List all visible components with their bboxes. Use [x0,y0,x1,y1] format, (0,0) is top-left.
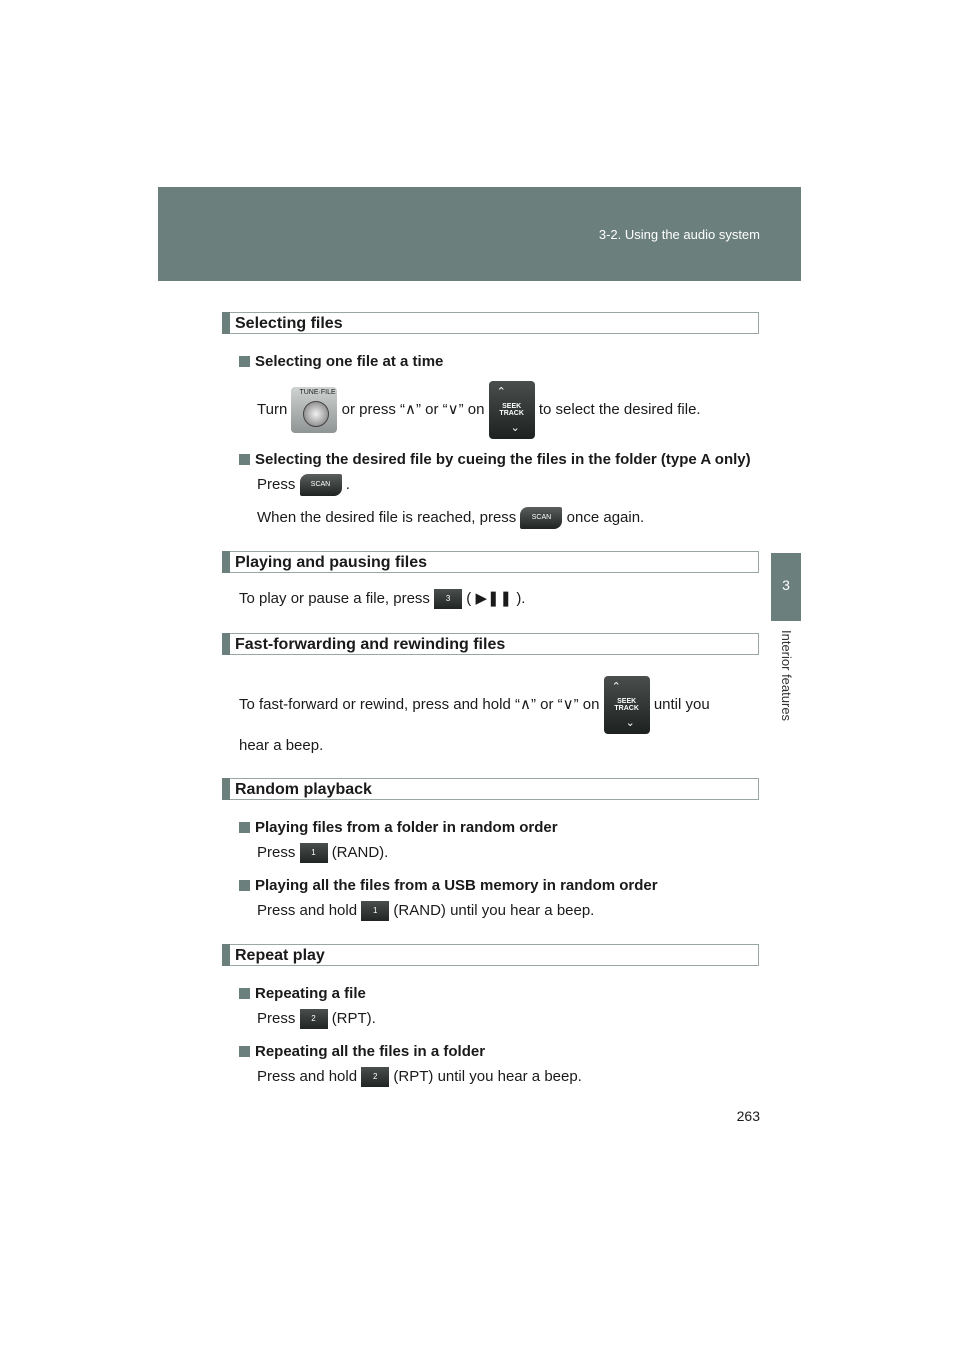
instruction-line: To fast-forward or rewind, press and hold “∧” or “∨” on ⌃ SEEK TRACK ⌄ until you [239,676,710,734]
subheading: Playing files from a folder in random order [239,819,558,836]
breadcrumb: 3-2. Using the audio system [598,227,760,242]
play-pause-icon: ▶❚❚ [475,590,513,607]
section-title: Repeat play [235,947,325,964]
up-chevron-icon: ∧ [405,400,416,418]
down-chevron-icon: ∨ [562,695,574,713]
instruction-line: To play or pause a file, press 3 ( ▶❚❚ ). [239,589,525,609]
preset-2-button-icon: 2 [300,1009,328,1029]
chapter-number: 3 [782,577,790,593]
scan-button-icon: SCAN [520,507,562,529]
subheading: Selecting one file at a time [239,353,443,370]
instruction-line: Press 2 (RPT). [257,1009,376,1029]
section-random-playback [222,778,759,800]
subheading: Repeating a file [239,985,366,1002]
scan-button-icon: SCAN [300,474,342,496]
square-bullet-icon [239,356,250,367]
square-bullet-icon [239,822,250,833]
preset-3-button-icon: 3 [434,589,462,609]
chapter-tab [771,553,801,621]
section-playing-pausing [222,551,759,573]
preset-1-button-icon: 1 [361,901,389,921]
square-bullet-icon [239,880,250,891]
down-chevron-icon: ∨ [447,400,459,418]
header-band [158,187,801,281]
chapter-label-text: Interior features [779,630,794,722]
subheading: Selecting the desired file by cueing the files in the folder (type A only) [239,451,751,468]
square-bullet-icon [239,454,250,465]
section-selecting-files [222,312,759,334]
instruction-line: Press and hold 1 (RAND) until you hear a beep. [257,901,594,921]
tune-file-knob-icon: TUNE·FILE [291,387,337,433]
section-repeat-play [222,944,759,966]
instruction-line: Press 1 (RAND). [257,843,388,863]
chapter-label [771,630,801,750]
instruction-line: Press and hold 2 (RPT) until you hear a beep. [257,1067,582,1087]
instruction-line: Press SCAN . [257,474,350,496]
subheading: Repeating all the files in a folder [239,1043,485,1060]
instruction-line: When the desired file is reached, press SCAN once again. [257,507,644,529]
section-title: Playing and pausing files [235,554,428,571]
preset-2-button-icon: 2 [361,1067,389,1087]
section-title: Selecting files [235,315,343,332]
square-bullet-icon [239,1046,250,1057]
section-title: Fast-forwarding and rewinding files [235,636,506,653]
preset-1-button-icon: 1 [300,843,328,863]
square-bullet-icon [239,988,250,999]
section-fast-forward-rewind [222,633,759,655]
section-title: Random playback [235,781,372,798]
seek-track-button-icon: ⌃ SEEK TRACK ⌄ [604,676,650,734]
up-chevron-icon: ∧ [519,695,531,713]
instruction-line: hear a beep. [239,737,324,754]
subheading: Playing all the files from a USB memory in random order [239,877,658,894]
instruction-line: Turn TUNE·FILE or press “∧” or “∨” on ⌃ SEEK TRACK ⌄ to select the desired file. [257,381,701,439]
seek-track-button-icon: ⌃ SEEK TRACK ⌄ [489,381,535,439]
page-number: 263 [736,1108,760,1124]
